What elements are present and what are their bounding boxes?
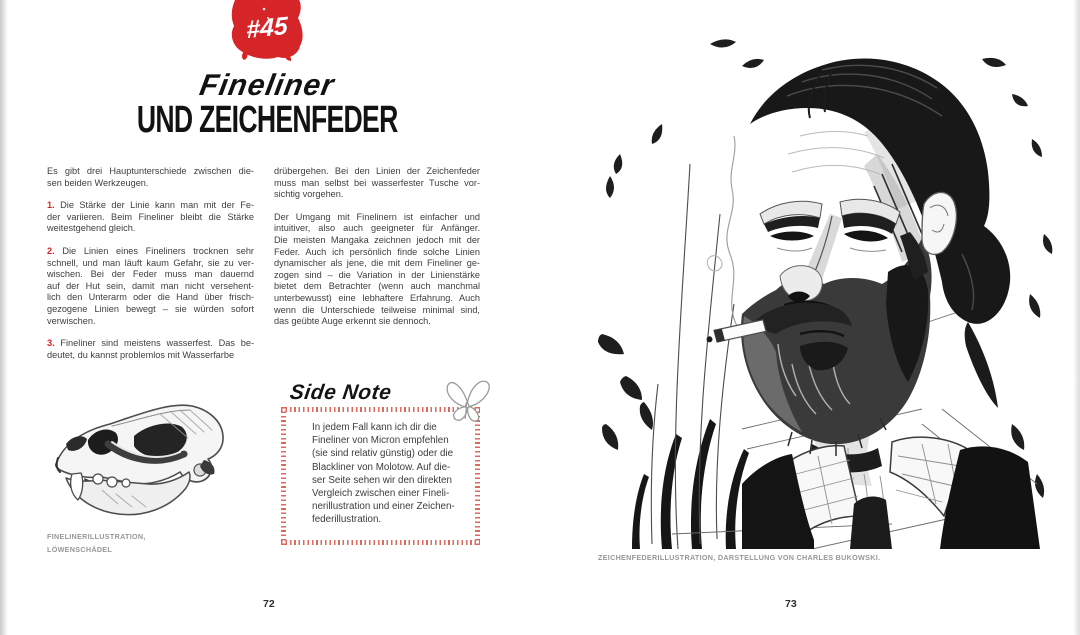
paragraph-umgang: Der Umgang mit Finelinern ist einfacher und intuitiver, also auch geeigneter für Anfänger. Die meisten Mangaka zeichnen jedoch mit der Feder. Auch ich persönlich finde solche Linien dynamischer als jene, die mit dem Fineliner ge- zogen sind – die Variation in der Linienstärke bietet dem Betrachter (wenn auch manchmal unterbewusst) eine lebhaftere Erfahrung. Auch wenn die Unterschiede teilweise minimal sind, das geübte Auge erkennt sie dennoch. — [274, 211, 480, 327]
butterfly-icon — [441, 369, 494, 427]
side-note-text: In jedem Fall kann ich dir die Fineliner von Micron empfehlen (sie sind relativ günstig) oder die Blackliner von Molotow. Auf die- ser Seite sehen wir den direkten Vergleich zwischen einer Fineli- nerillustration und einer Zeichen- federillustration. — [312, 422, 455, 526]
bukowski-ink-illustration — [592, 4, 1070, 549]
numbered-item-3: 3. Fineliner sind meistens wasserfest. Das be- deutet, du kannst problemlos mit Wasserfarbe — [47, 338, 254, 360]
page-number-left: 72 — [263, 598, 275, 610]
chapter-title-script: Fineliner — [197, 69, 338, 102]
numbered-item-2: 2. Die Linien eines Fineliners trocknen sehr schnell, und man läuft kaum Gefahr, sie zu ver- wischen. Bei der Feder muss man dauernd auf der Hut sein, damit man nicht versehent- lich den Unterarm oder die Hand über frisch- gezogene Linien bewegt – sie würden sofort verwischen. — [47, 245, 254, 326]
paragraph-zeichenfeder: drübergehen. Bei den Linien der Zeichenfeder muss man selbst bei wasserfester Tusche vor- sichtig vorgehen. — [274, 166, 480, 200]
lion-skull-illustration — [42, 380, 238, 524]
issue-badge — [228, 0, 306, 62]
illustration-caption: ZEICHENFEDERILLUSTRATION, DARSTELLUNG VON CHARLES BUKOWSKI. — [598, 553, 881, 562]
stitch-border-left — [281, 407, 286, 545]
shirt-shadow-center — [850, 497, 892, 549]
side-note-title: Side Note — [284, 381, 402, 405]
eye-right — [844, 231, 888, 242]
page-edge-left — [0, 0, 8, 635]
numbered-item-1: 1. Die Stärke der Linie kann man mit der Fe- der variieren. Beim Fineliner bleibt die Stärke weitestgehend gleich. — [47, 200, 254, 234]
side-note-box — [281, 407, 480, 545]
chapter-title-caps: UND ZEICHENFEDER — [136, 99, 398, 141]
stitch-border-bottom — [281, 540, 480, 545]
issue-number: #45 — [246, 11, 288, 45]
page-edge-right — [1073, 0, 1080, 635]
stitch-border-right — [475, 407, 480, 545]
cigarette-smoke-lines — [707, 136, 742, 334]
eye-left — [770, 232, 814, 241]
text-column-2 — [274, 166, 480, 339]
skull-caption: FINELINERILLUSTRATION, LÖWENSCHÄDEL — [47, 532, 146, 554]
text-column-1 — [47, 166, 254, 372]
hair-shoulder-flow — [965, 322, 998, 408]
page-number-right: 73 — [785, 598, 797, 610]
intro-paragraph: Es gibt drei Hauptunterschiede zwischen die- sen beiden Werkzeugen. — [47, 166, 254, 188]
